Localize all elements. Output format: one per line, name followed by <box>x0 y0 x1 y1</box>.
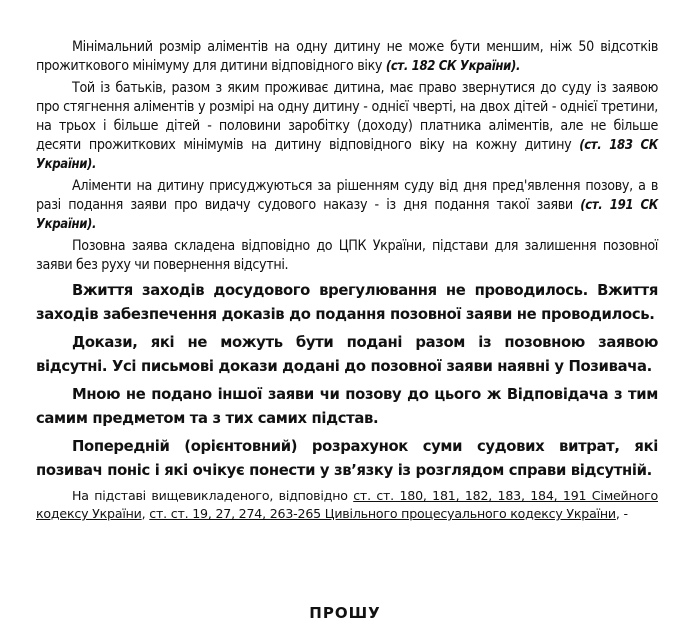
legal-reference: (ст. 182 СК України). <box>385 59 521 74</box>
paragraph-text: На підставі вищевикладеного, відповідно <box>72 488 354 503</box>
bold-paragraph-pretrial: Вжиття заходів досудового врегулювання не проводилось. Вжиття заходів забезпечення доказів до подання позовної заяви не проводилось. <box>36 282 658 323</box>
paragraph-text: Аліменти на дитину присуджуються за рішенням суду від дня пред'явлення позову, а в разі подання заяви про видачу судового наказу - із дня подання такої заяви <box>36 178 658 213</box>
paragraph-text: Мінімальний розмір аліментів на одну дитину не може бути меншим, ніж 50 відсотків прожиткового мінімуму для дитини відповідного віку <box>36 39 658 74</box>
legal-reference: (ст. 183 СК України). <box>36 138 658 172</box>
paragraph-parent-right <box>36 79 658 174</box>
bold-paragraph-no-other-claims: Мною не подано іншої заяви чи позову до цього ж Відповідача з тим самим предметом та з тих самих підстав. <box>36 386 658 427</box>
paragraph-text: Позовна заява складена відповідно до ЦПК України, підстави для залишення позовної заяви без руху чи повернення відсутні. <box>36 238 658 273</box>
bold-paragraph-evidence: Докази, які не можуть бути подані разом із позовною заявою відсутні. Усі письмові докази додані до позовної заяви наявні у Позивача. <box>36 334 658 375</box>
paragraph-text: Той із батьків, разом з яким проживає дитина, має право звернутися до суду із заявою про стягнення аліментів у розмірі на одну дитину - однієї чверті, на двох дітей - однієї третини, на трьох і більше дітей - половини заробітку (доходу) платника аліментів, але не більше десяти прожиткових мінімумів на дитину відповідного віку на кожну дитину <box>36 80 658 153</box>
paragraph-min-alimony <box>36 38 658 76</box>
bold-paragraph-court-costs: Попередній (орієнтовний) розрахунок суми судових витрат, які позивач поніс і які очікує понести у зв’язку із розглядом справи відсутній. <box>36 438 658 479</box>
paragraph-claim-compliance <box>36 237 658 275</box>
document-page <box>36 38 658 523</box>
paragraph-tail: , - <box>615 506 628 521</box>
paragraph-legal-basis <box>36 487 658 523</box>
family-code-reference-link[interactable]: ст. ст. 180, 181, 182, 183, 184, 191 Сімейного кодексу України <box>36 488 658 521</box>
civil-procedure-code-reference-link[interactable]: ст. ст. 19, 27, 274, 263-265 Цивільного процесуального кодексу України <box>149 506 616 521</box>
separator: , <box>141 506 150 521</box>
section-title-request: ПРОШУ <box>309 604 381 622</box>
paragraph-award-date <box>36 177 658 234</box>
legal-reference: (ст. 191 СК України). <box>36 198 658 232</box>
